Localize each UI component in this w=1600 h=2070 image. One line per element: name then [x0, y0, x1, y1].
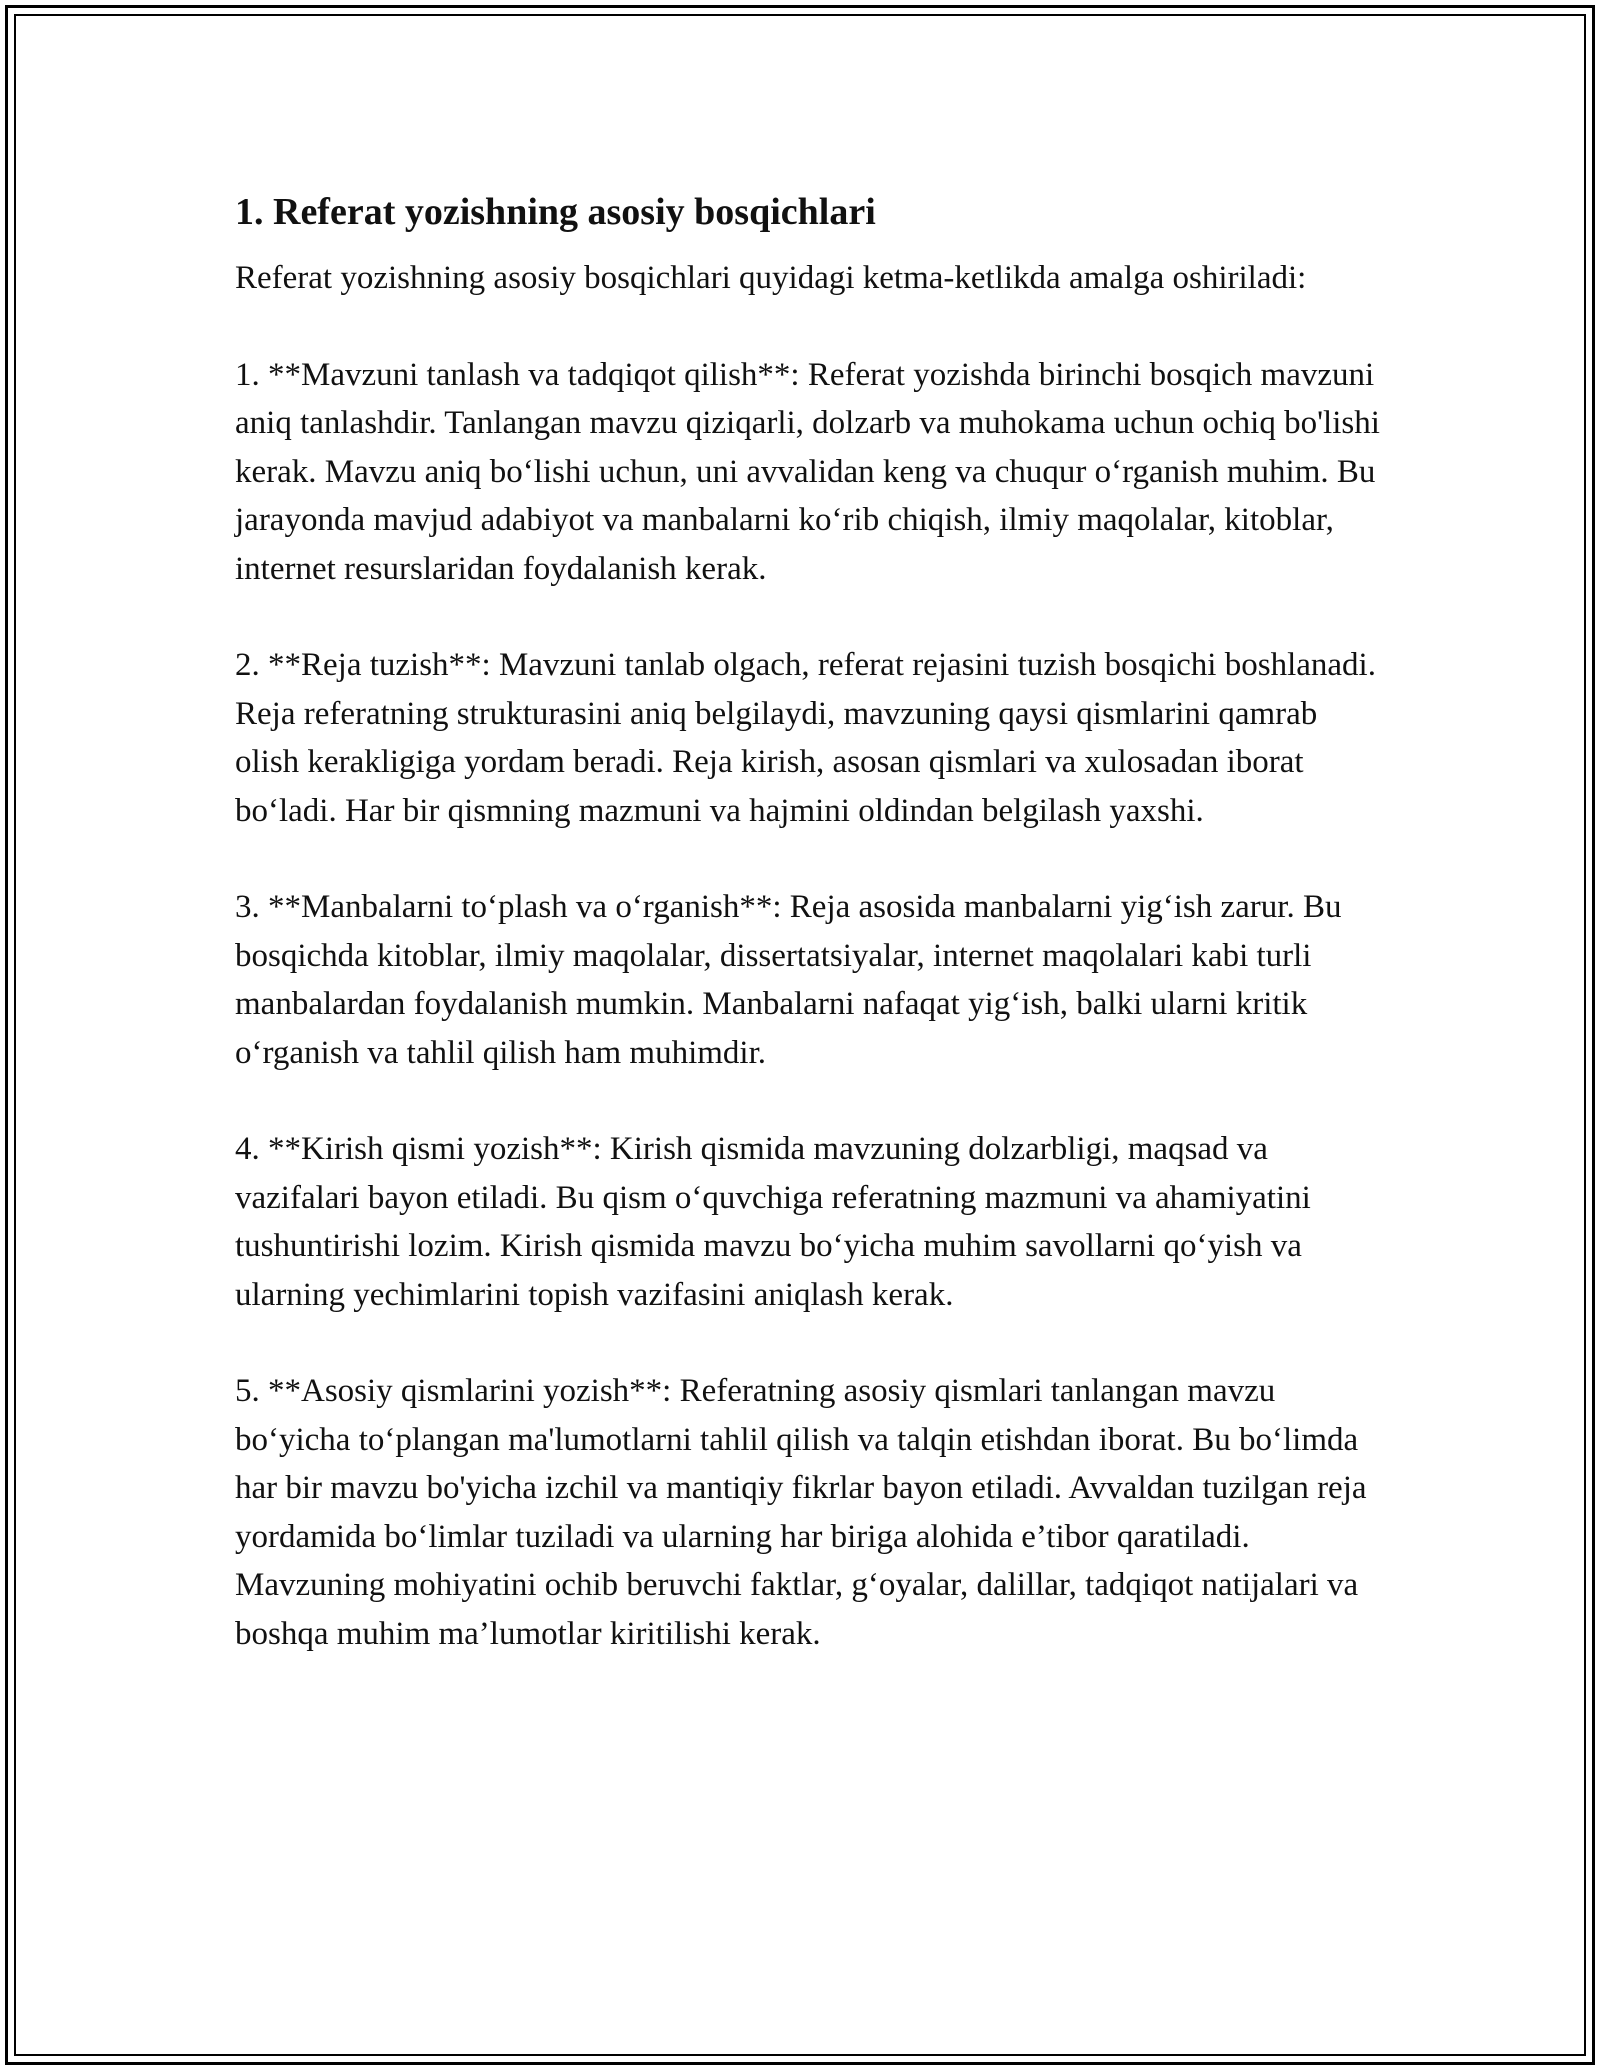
document-body [235, 186, 1380, 1706]
paragraph-step-2: 2. **Reja tuzish**: Mavzuni tanlab olgach, referat rejasini tuzish bosqichi boshlanadi. Reja referatning strukturasini aniq belgilaydi, mavzuning qaysi qismlarini qamrab olish kerakligiga yordam beradi. Reja kirish, asosan qismlari va xulosadan iborat bo‘ladi. Har bir qismning mazmuni va hajmini oldindan belgilash yaxshi. [235, 647, 1376, 829]
intro-paragraph: Referat yozishning asosiy bosqichlari quyidagi ketma-ketlikda amalga oshiriladi: [235, 260, 1307, 296]
paragraph-step-3: 3. **Manbalarni to‘plash va o‘rganish**: Reja asosida manbalarni yig‘ish zarur. Bu bosqichda kitoblar, ilmiy maqolalar, dissertatsiyalar, internet maqolalari kabi turli manbalardan foydalanish mumkin. Manbalarni nafaqat yig‘ish, balki ularni kritik o‘rganish va tahlil qilish ham muhimdir. [235, 889, 1342, 1071]
paragraph-step-4: 4. **Kirish qismi yozish**: Kirish qismida mavzuning dolzarbligi, maqsad va vazifalari bayon etiladi. Bu qism o‘quvchiga referatning mazmuni va ahamiyatini tushuntirishi lozim. Kirish qismida mavzu bo‘yicha muhim savollarni qo‘yish va ularning yechimlarini topish vazifasini aniqlash kerak. [235, 1131, 1311, 1313]
paragraph-step-5: 5. **Asosiy qismlarini yozish**: Referatning asosiy qismlari tanlangan mavzu bo‘yicha to‘plangan ma'lumotlarni tahlil qilish va talqin etishdan iborat. Bu bo‘limda har bir mavzu bo'yicha izchil va mantiqiy fikrlar bayon etiladi. Avvaldan tuzilgan reja yordamida bo‘limlar tuziladi va ularning har biriga alohida e’tibor qaratiladi. Mavzuning mohiyatini ochib beruvchi faktlar, g‘oyalar, dalillar, tadqiqot natijalari va boshqa muhim ma’lumotlar kiritilishi kerak. [235, 1373, 1367, 1652]
paragraph-step-1: 1. **Mavzuni tanlash va tadqiqot qilish**: Referat yozishda birinchi bosqich mavzuni aniq tanlashdir. Tanlangan mavzu qiziqarli, dolzarb va muhokama uchun ochiq bo'lishi kerak. Mavzu aniq bo‘lishi uchun, uni avvalidan keng va chuqur o‘rganish muhim. Bu jarayonda mavjud adabiyot va manbalarni ko‘rib chiqish, ilmiy maqolalar, kitoblar, internet resurslaridan foydalanish kerak. [235, 356, 1380, 587]
document-title: 1. Referat yozishning asosiy bosqichlari [235, 191, 876, 233]
